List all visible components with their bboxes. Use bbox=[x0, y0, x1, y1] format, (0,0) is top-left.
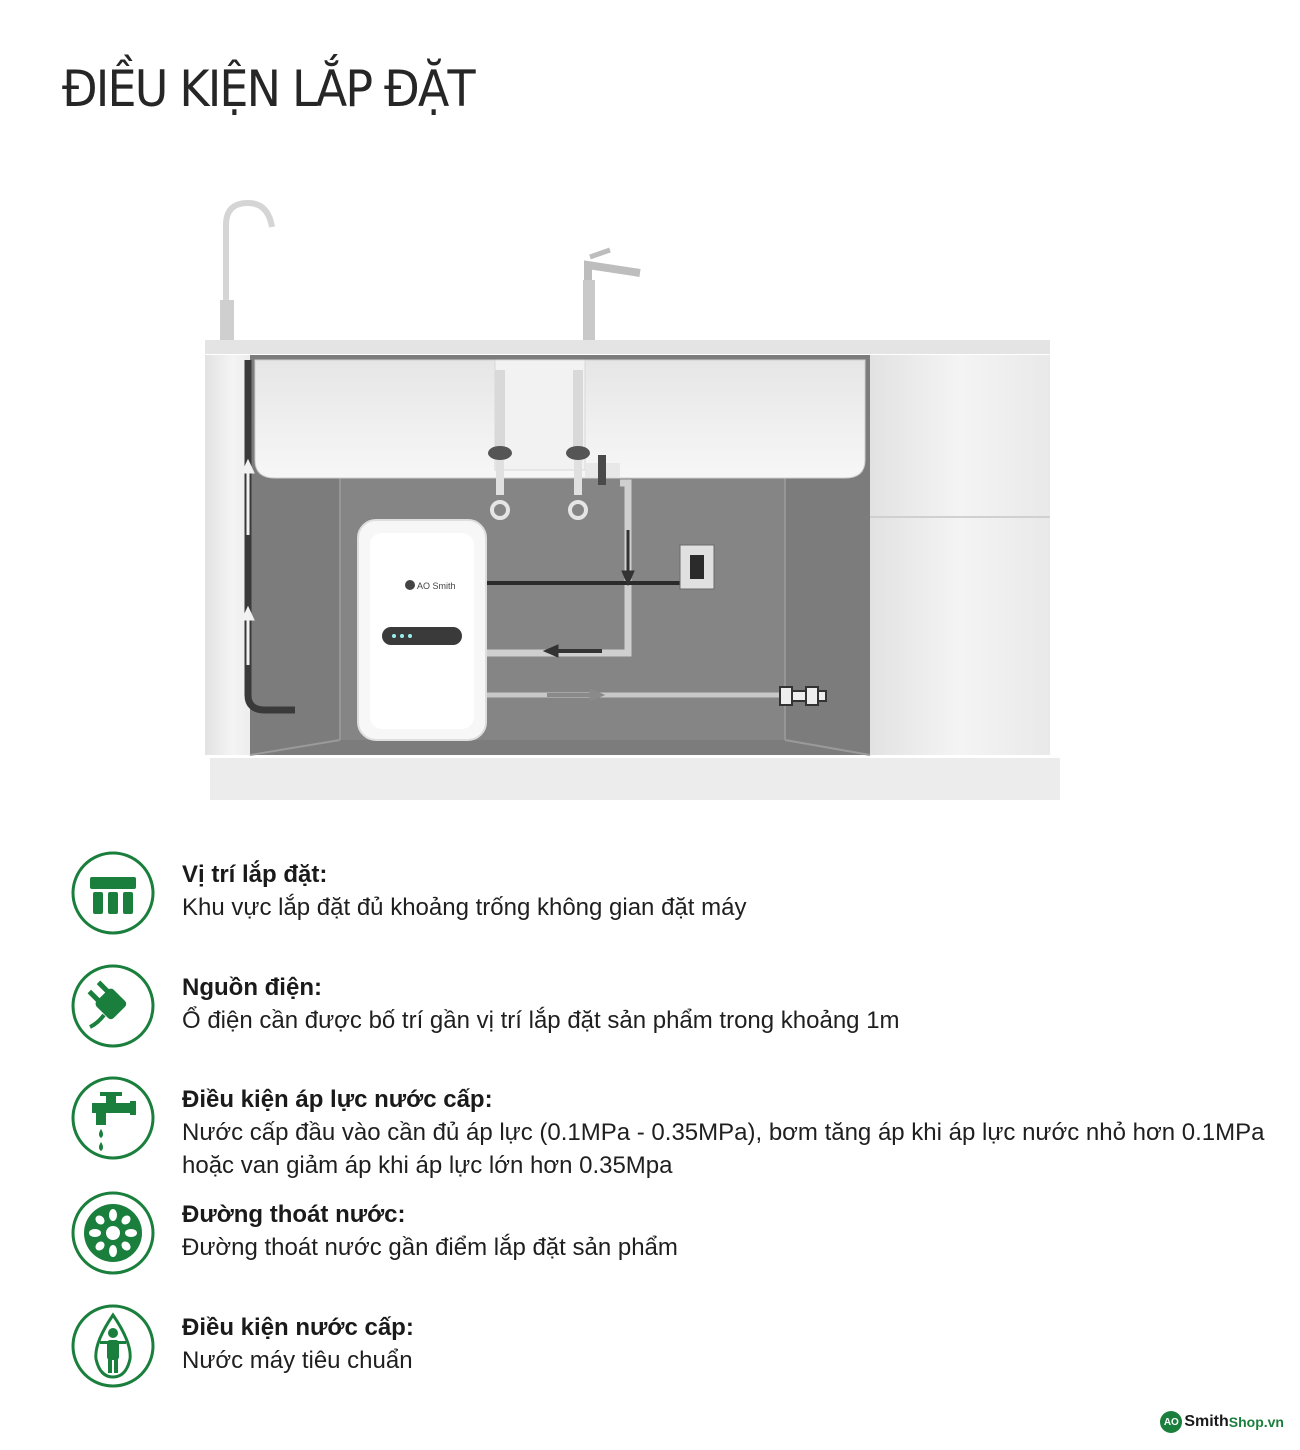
countertop bbox=[205, 340, 1050, 354]
ro-faucet bbox=[220, 203, 272, 340]
cabinet-base bbox=[210, 758, 1060, 800]
drain-icon bbox=[70, 1190, 156, 1276]
condition-body: Nước máy tiêu chuẩn bbox=[182, 1347, 413, 1374]
page-title: ĐIỀU KIỆN LẮP ĐẶT bbox=[62, 60, 474, 118]
condition-heading: Điều kiện nước cấp: bbox=[182, 1314, 414, 1341]
sink-basin bbox=[255, 360, 865, 478]
sink-mixer-tap bbox=[583, 250, 640, 340]
water-drop-person-icon bbox=[70, 1303, 156, 1389]
power-plug-icon bbox=[70, 963, 156, 1049]
logo-suffix: Shop.vn bbox=[1228, 1414, 1284, 1430]
condition-body: Nước cấp đầu vào cần đủ áp lực (0.1MPa - 0.35MPa), bơm tăng áp khi áp lực nước nhỏ hơn 0.1MPa hoặc van giảm áp khi áp lực lớn hơn 0.35Mpa bbox=[182, 1119, 1265, 1179]
condition-heading: Đường thoát nước: bbox=[182, 1201, 406, 1228]
wall-socket bbox=[680, 545, 714, 589]
condition-body: Khu vực lắp đặt đủ khoảng trống không gian đặt máy bbox=[182, 894, 747, 921]
logo-name: Smith bbox=[1184, 1413, 1229, 1430]
condition-heading: Điều kiện áp lực nước cấp: bbox=[182, 1086, 493, 1113]
installation-illustration bbox=[190, 195, 1070, 810]
condition-body: Ổ điện cần được bố trí gần vị trí lắp đặt sản phẩm trong khoảng 1m bbox=[182, 1007, 900, 1034]
logo-mark: AO bbox=[1160, 1411, 1182, 1433]
condition-heading: Nguồn điện: bbox=[182, 974, 322, 1001]
purifier-brand-label: AO Smith bbox=[417, 581, 456, 591]
filter-housing-icon bbox=[70, 850, 156, 936]
water-tap-icon bbox=[70, 1075, 156, 1161]
cabinet-right-wall bbox=[870, 355, 1050, 755]
condition-heading: Vị trí lắp đặt: bbox=[182, 861, 328, 888]
water-purifier-unit bbox=[358, 520, 486, 740]
condition-body: Đường thoát nước gần điểm lắp đặt sản phẩm bbox=[182, 1234, 678, 1261]
aosmithshop-logo[interactable] bbox=[1160, 1410, 1284, 1434]
